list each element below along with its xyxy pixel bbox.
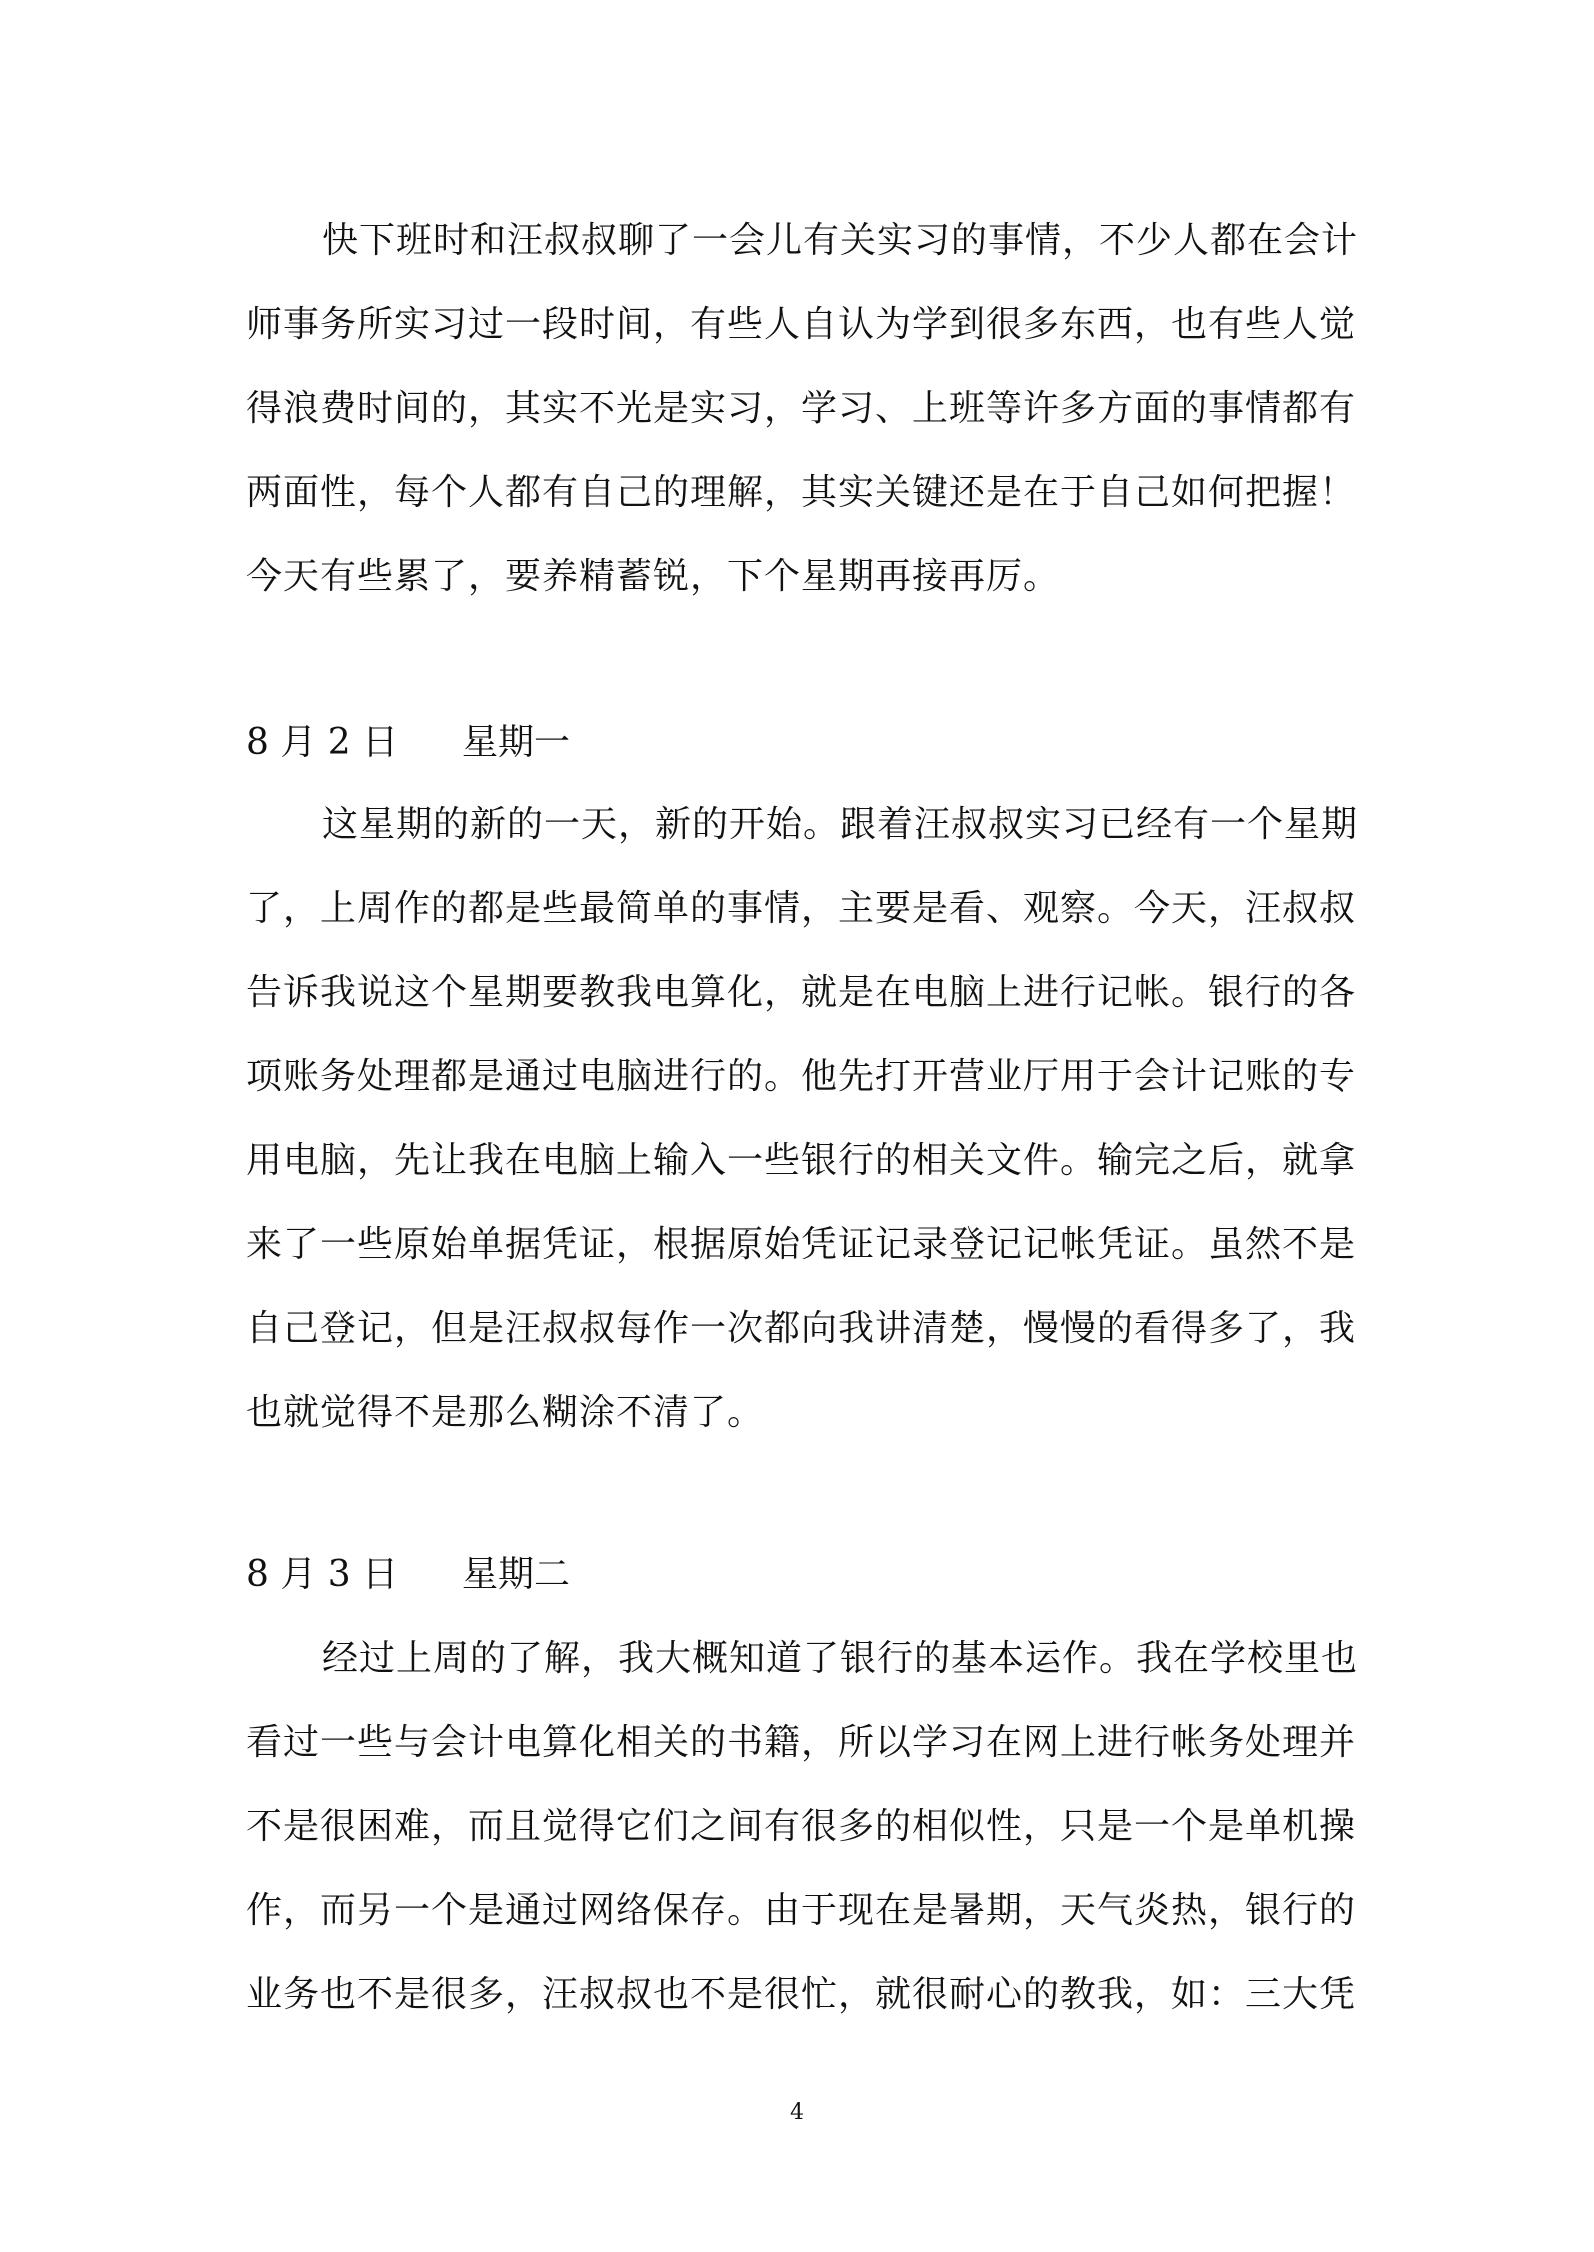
entry-date-heading — [246, 718, 571, 768]
paragraph-line: 项账务处理都是通过电脑进行的。他先打开营业厅用于会计记账的专 — [246, 1056, 1357, 1097]
entry-date: 8 月 3 日 — [246, 1554, 399, 1595]
paragraph-line: 这星期的新的一天，新的开始。跟着汪叔叔实习已经有一个星期 — [322, 804, 1359, 845]
paragraph-line: 自己登记，但是汪叔叔每作一次都向我讲清楚，慢慢的看得多了，我 — [246, 1308, 1357, 1349]
paragraph-line: 业务也不是很多，汪叔叔也不是很忙，就很耐心的教我，如：三大凭 — [246, 1974, 1357, 2015]
paragraph-line: 快下班时和汪叔叔聊了一会儿有关实习的事情，不少人都在会计 — [322, 220, 1359, 261]
paragraph-line: 师事务所实习过一段时间，有些人自认为学到很多东西，也有些人觉 — [246, 304, 1357, 345]
entry-date: 8 月 2 日 — [246, 722, 399, 763]
entry-date-heading — [246, 1550, 571, 1600]
page-number: 4 — [790, 2100, 804, 2125]
paragraph-line: 来了一些原始单据凭证，根据原始凭证记录登记记帐凭证。虽然不是 — [246, 1224, 1357, 1265]
paragraph-line: 得浪费时间的，其实不光是实习，学习、上班等许多方面的事情都有 — [246, 388, 1357, 429]
paragraph-line: 经过上周的了解，我大概知道了银行的基本运作。我在学校里也 — [322, 1638, 1359, 1679]
entry-weekday: 星期一 — [462, 722, 571, 763]
paragraph-line: 不是很困难，而且觉得它们之间有很多的相似性，只是一个是单机操 — [246, 1806, 1357, 1847]
paragraph-line: 告诉我说这个星期要教我电算化，就是在电脑上进行记帐。银行的各 — [246, 972, 1357, 1013]
paragraph-line: 两面性，每个人都有自己的理解，其实关键还是在于自己如何把握！ — [246, 472, 1357, 513]
paragraph-line: 今天有些累了，要养精蓄锐，下个星期再接再厉。 — [246, 556, 1061, 597]
paragraph-line: 用电脑，先让我在电脑上输入一些银行的相关文件。输完之后，就拿 — [246, 1140, 1357, 1181]
entry-weekday: 星期二 — [462, 1554, 571, 1595]
paragraph-line: 看过一些与会计电算化相关的书籍，所以学习在网上进行帐务处理并 — [246, 1722, 1357, 1763]
paragraph-line: 作，而另一个是通过网络保存。由于现在是暑期，天气炎热，银行的 — [246, 1890, 1357, 1931]
paragraph-line: 也就觉得不是那么糊涂不清了。 — [246, 1392, 765, 1433]
paragraph-line: 了，上周作的都是些最简单的事情，主要是看、观察。今天，汪叔叔 — [246, 888, 1357, 929]
